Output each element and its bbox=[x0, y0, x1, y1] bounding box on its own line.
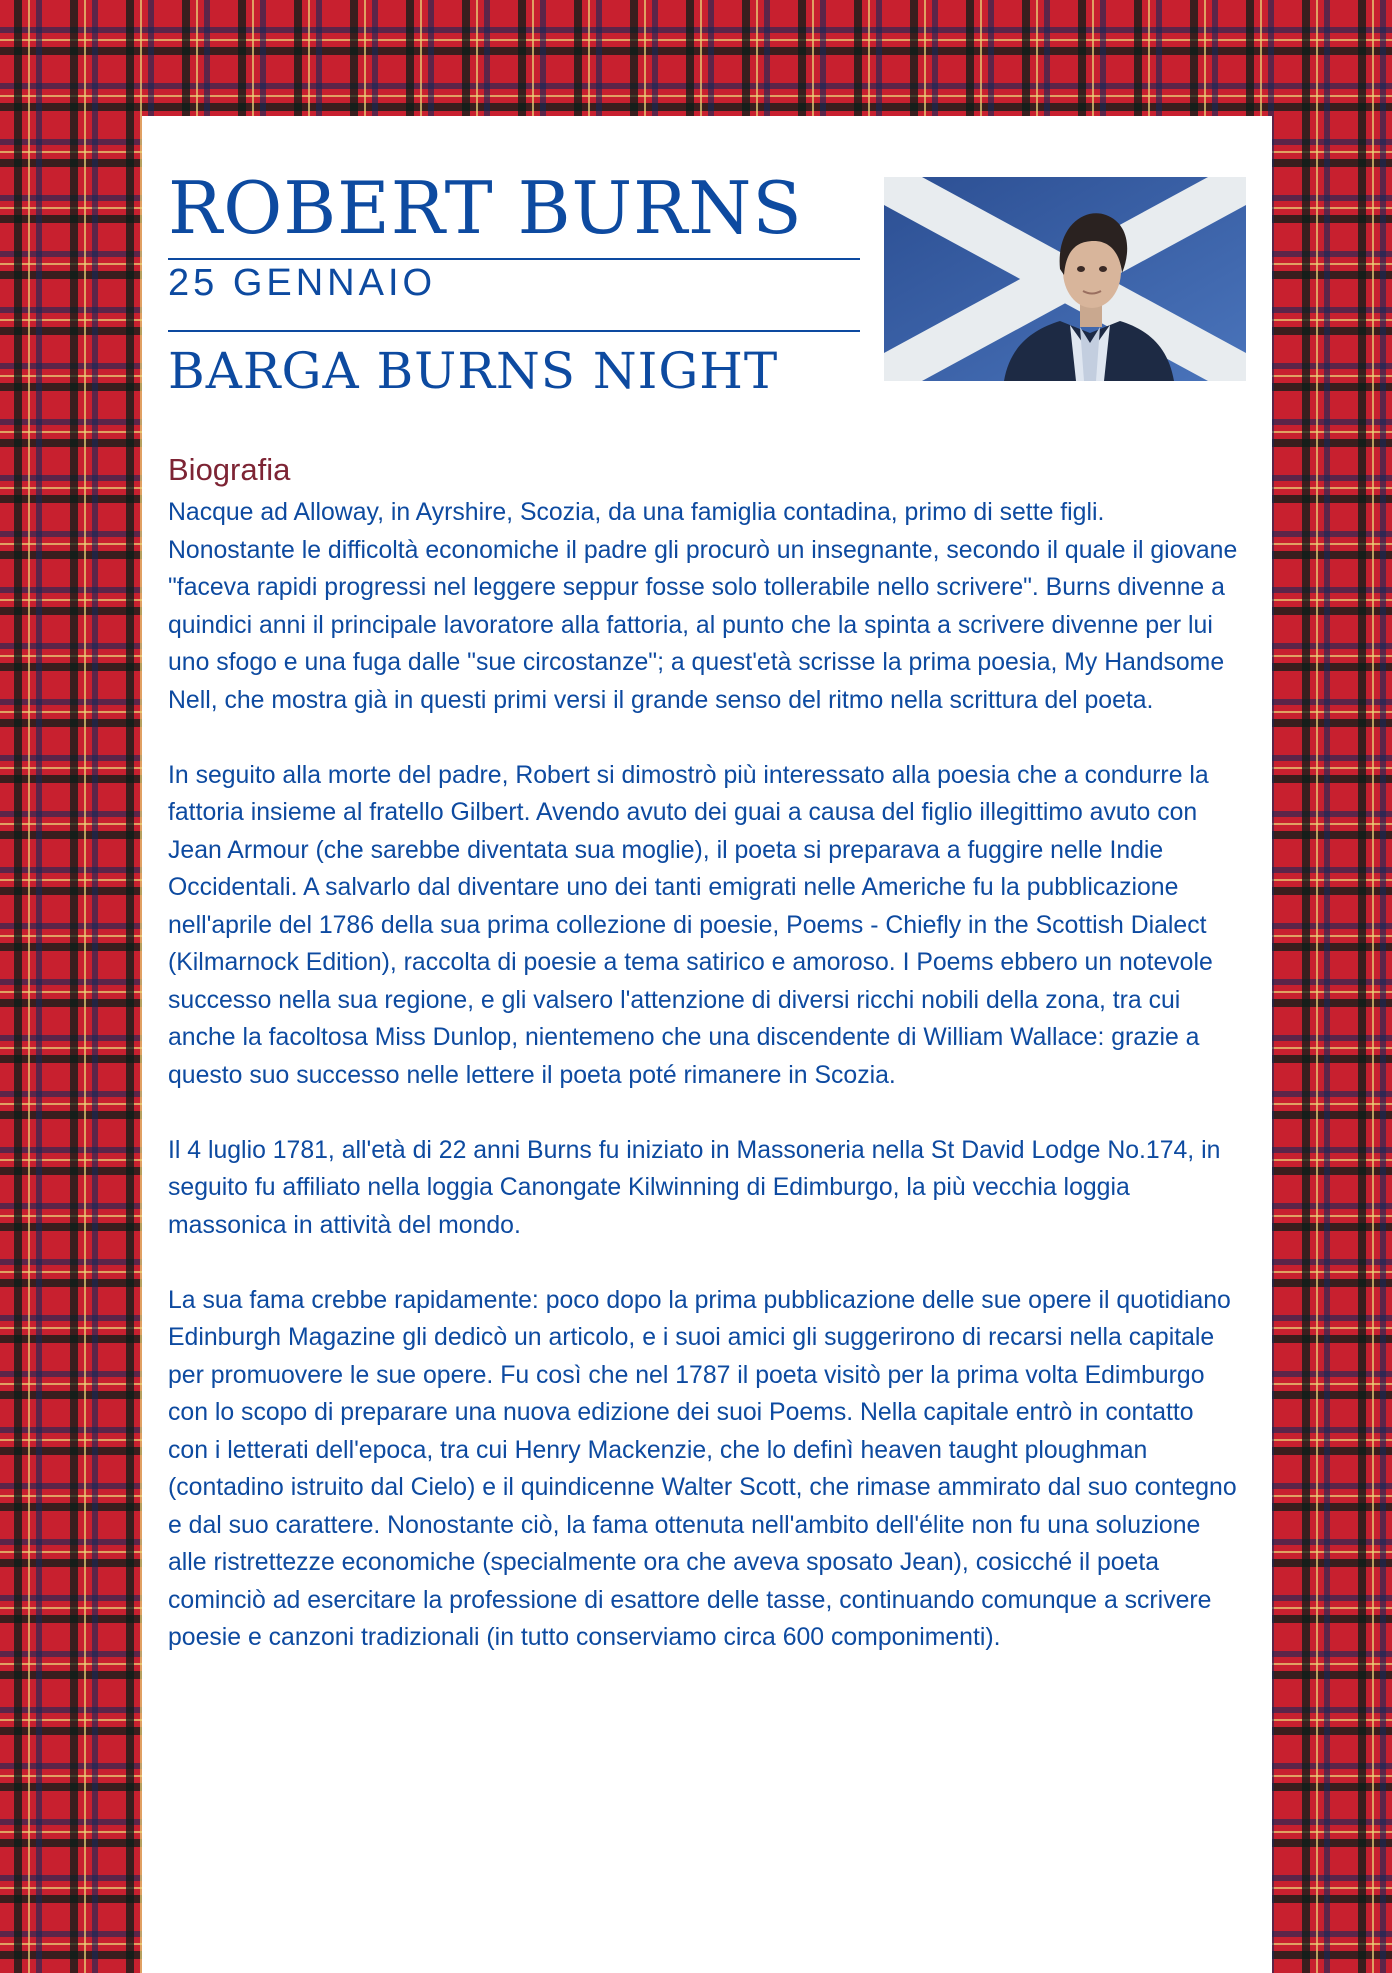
biography-paragraph: La sua fama crebbe rapidamente: poco dopo la prima pubblicazione delle sue opere il quotidiano Edinburgh Magazine gli dedicò un articolo, e i suoi amici gli suggerirono di recarsi nella capitale per promuovere le sue opere. Fu così che nel 1787 il poeta visitò per la prima volta Edimburgo con lo scopo di preparare una nuova edizione dei suoi Poems. Nella capitale entrò in contatto con i letterati dell'epoca, tra cui Henry Mackenzie, che lo definì heaven taught ploughman (contadino istruito dal Cielo) e il quindicenne Walter Scott, che rimase ammirato dal suo contegno e dal suo carattere. Nonostante ciò, la fama ottenuta nell'ambito dell'élite non fu una soluzione alle ristrettezze economiche (specialmente ora che aveva sposato Jean), cosicché il poeta cominciò ad esercitare la professione di esattore delle tasse, continuando comunque a scrivere poesie e canzoni tradizionali (in tutto conserviamo circa 600 componimenti). bbox=[168, 1286, 1237, 1651]
biography-paragraph: In seguito alla morte del padre, Robert si dimostrò più interessato alla poesia che a condurre la fattoria insieme al fratello Gilbert. Avendo avuto dei guai a causa del figlio illegittimo avuto con Jean Armour (che sarebbe diventata sua moglie), il poeta si preparava a fuggire nelle Indie Occidentali. A salvarlo dal diventare uno dei tanti emigrati nelle Americhe fu la pubblicazione nell'aprile del 1786 della sua prima collezione di poesie, Poems - Chiefly in the Scottish Dialect (Kilmarnock Edition), raccolta di poesie a tema satirico e amoroso. I Poems ebbero un notevole successo nella sua regione, e gli valsero l'attenzione di diversi ricchi nobili della zona, tra cui anche la facoltosa Miss Dunlop, nientemeno che una discendente di William Wallace: grazie a questo suo successo nelle lettere il poeta poté rimanere in Scozia. bbox=[168, 761, 1213, 1089]
biography-paragraph: Il 4 luglio 1781, all'età di 22 anni Burns fu iniziato in Massoneria nella St David Lodge No.174, in seguito fu affiliato nella loggia Canongate Kilwinning di Edimburgo, la più vecchia loggia massonica in attività del mondo. bbox=[168, 1136, 1221, 1239]
poster-page bbox=[142, 116, 1272, 1973]
date-divider bbox=[168, 330, 860, 332]
biography-text bbox=[168, 494, 1238, 1694]
poster-title: ROBERT BURNS bbox=[168, 166, 803, 250]
burns-portrait-image bbox=[884, 177, 1246, 381]
event-date: 25 GENNAIO bbox=[168, 262, 437, 304]
biography-heading: Biografia bbox=[168, 452, 291, 487]
event-name: BARGA BURNS NIGHT bbox=[168, 342, 779, 400]
title-divider bbox=[168, 258, 860, 260]
biography-paragraph: Nacque ad Alloway, in Ayrshire, Scozia, da una famiglia contadina, primo di sette figli. Nonostante le difficoltà economiche il padre gli procurò un insegnante, secondo il quale il giovane "faceva rapidi progressi nel leggere seppur fosse solo tollerabile nello scrivere". Burns divenne a quindici anni il principale lavoratore alla fattoria, al punto che la spinta a scrivere divenne per lui uno sfogo e una fuga dalle "sue circostanze"; a quest'età scrisse la prima poesia, My Handsome Nell, che mostra già in questi primi versi il grande senso del ritmo nella scrittura del poeta. bbox=[168, 499, 1238, 714]
